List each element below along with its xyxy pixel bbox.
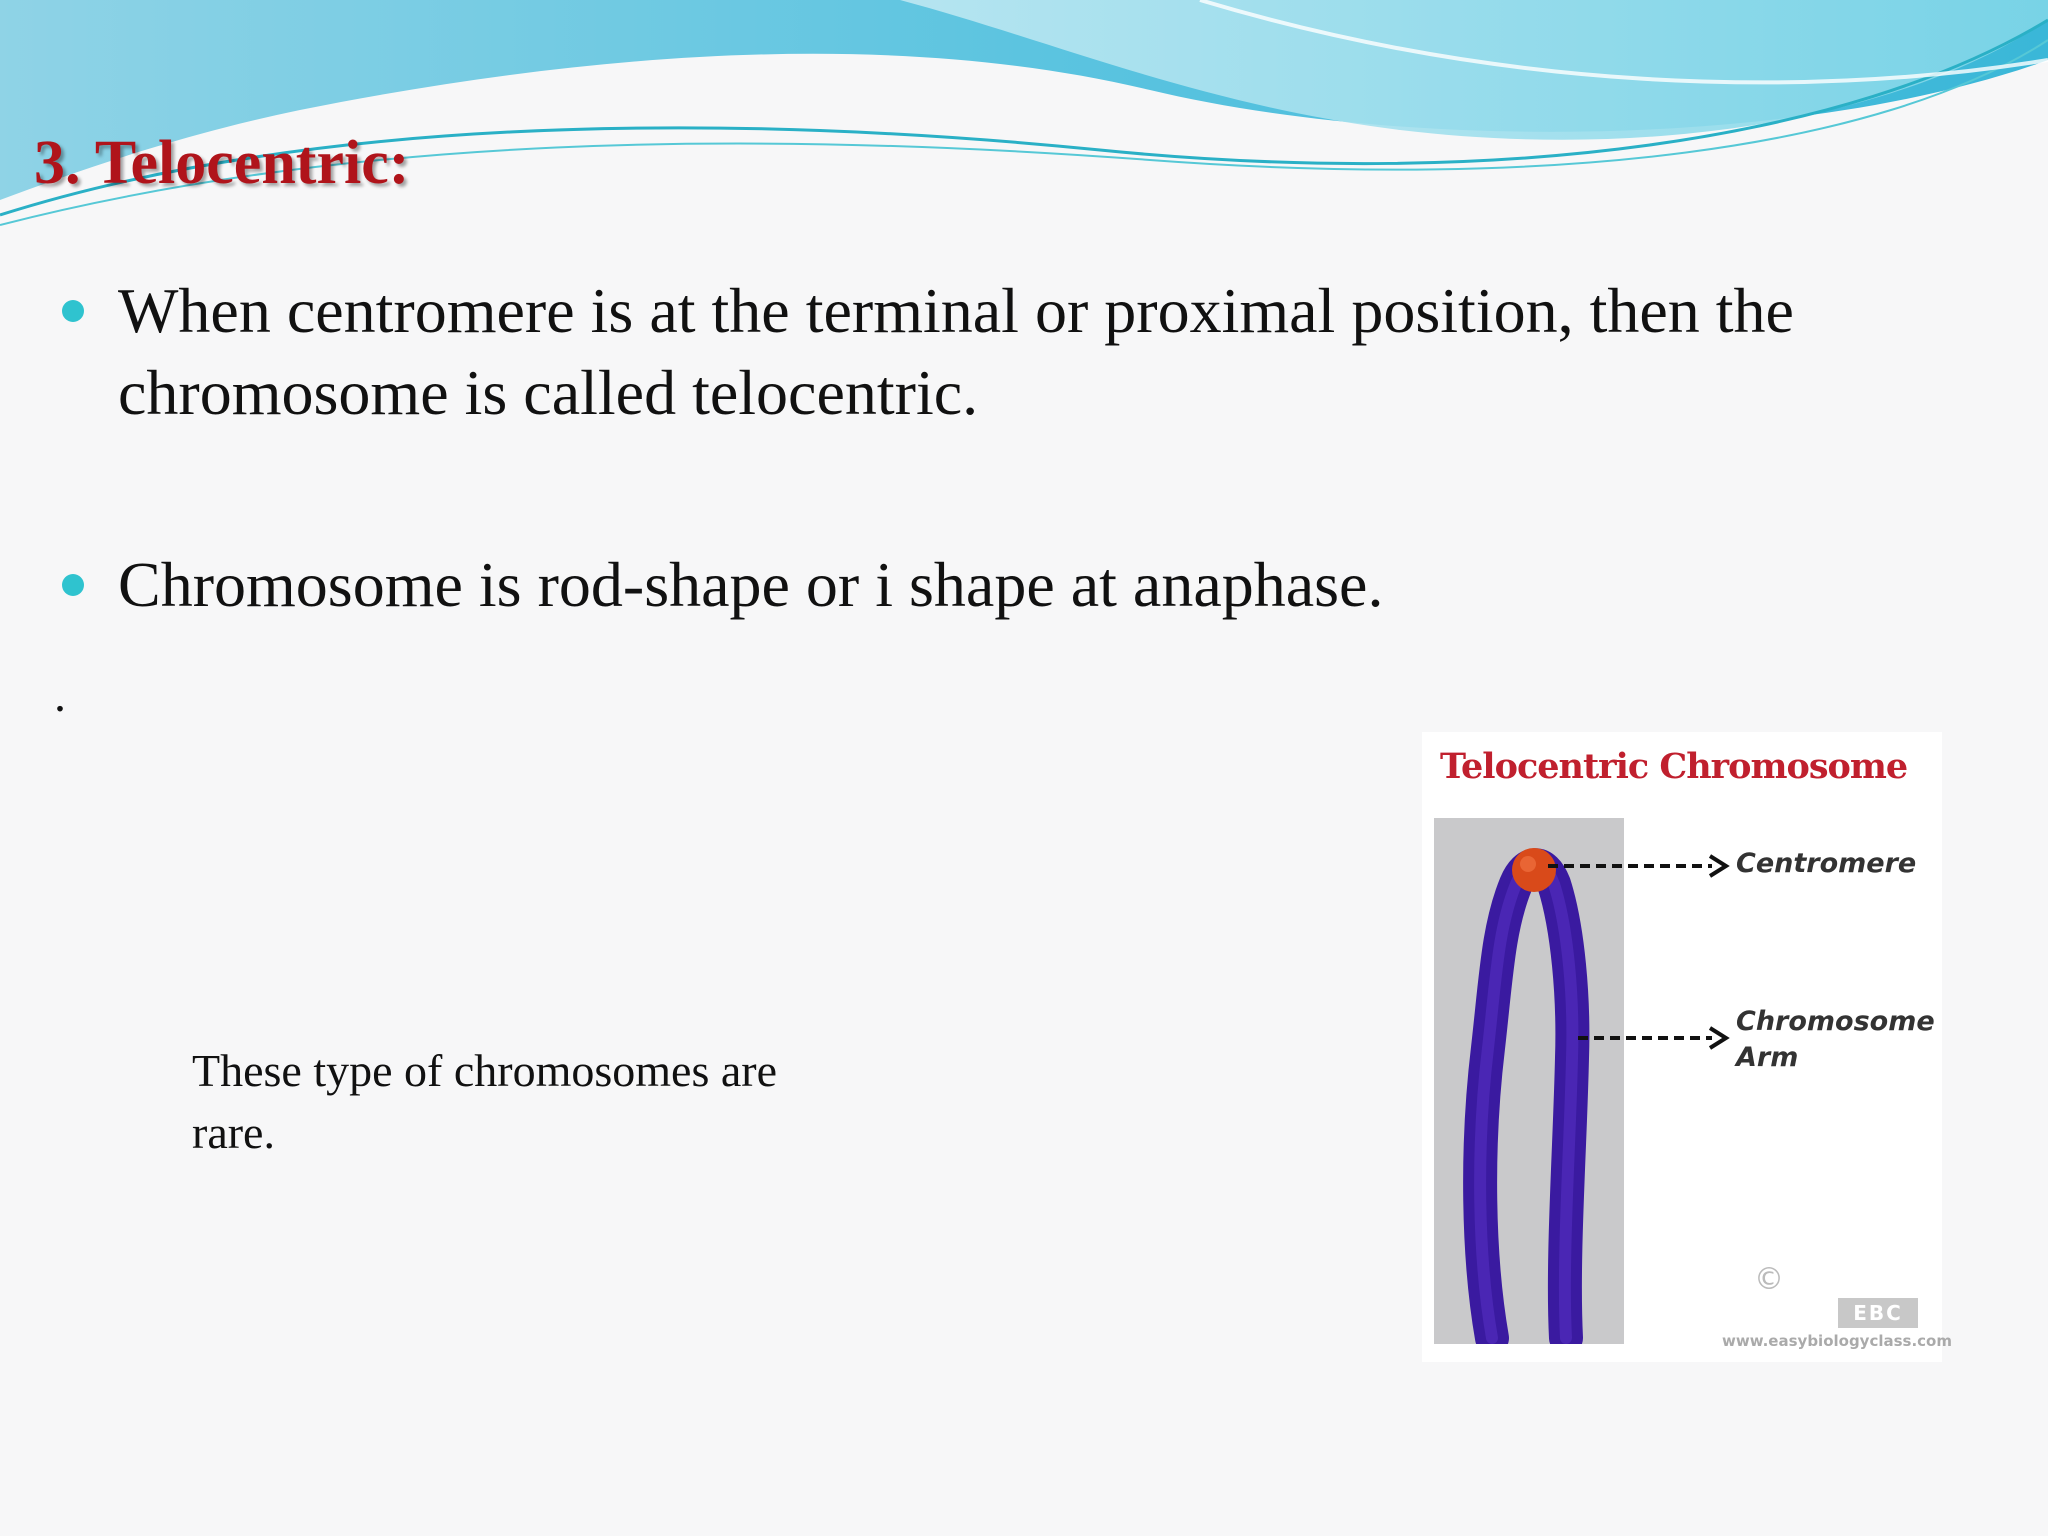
watermark-site: www.easybiologyclass.com <box>1722 1332 1952 1350</box>
figure-title: Telocentric Chromosome <box>1440 746 1908 787</box>
stray-period: . <box>54 669 66 722</box>
chromosome-arm-label-line2: Arm <box>1736 1042 1799 1073</box>
bullet-dot-icon <box>62 574 84 596</box>
note-text: These type of chromosomes are rare. <box>192 1045 778 1158</box>
watermark-copyright: © <box>1754 1262 1784 1297</box>
watermark-badge: EBC <box>1838 1298 1918 1328</box>
header-wave-decoration <box>0 0 2048 240</box>
slide-title: 3. Telocentric: <box>34 129 410 197</box>
bullet-text: Chromosome is rod-shape or i shape at anaphase. <box>118 549 1384 620</box>
bullet-item <box>58 270 1998 434</box>
bullet-text: When centromere is at the terminal or proximal position, then the chromosome is called telocentric. <box>118 275 1794 428</box>
bullet-list <box>58 270 1998 626</box>
chromosome-arm-label <box>1736 1004 1935 1076</box>
bullet-item <box>58 544 1998 626</box>
chromosome-arm-label-line1: Chromosome <box>1736 1006 1935 1037</box>
bullet-dot-icon <box>62 300 84 322</box>
centromere-label: Centromere <box>1736 848 1917 879</box>
telocentric-chromosome-figure <box>1422 732 1952 1362</box>
